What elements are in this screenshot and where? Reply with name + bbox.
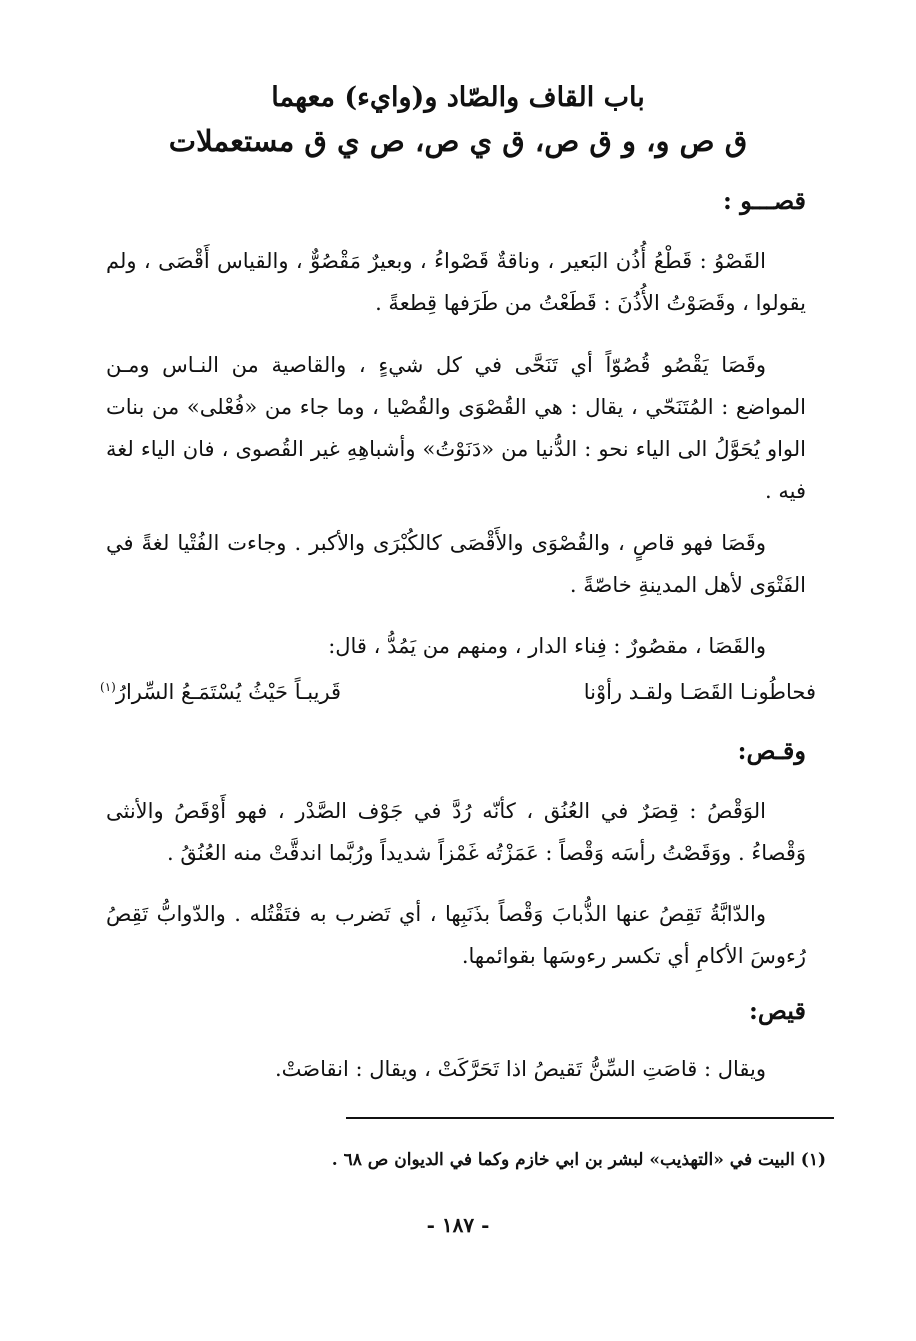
chapter-subtitle: ق ص و، و ق ص، ق ي ص، ص ي ق مستعملات <box>168 124 748 158</box>
section-heading-wqs: وقـص: <box>737 736 806 765</box>
verse-hemistich-second: قَريبـاً حَيْثُ يُسْتَمَـعُ السِّرارُ$^{(١)}$ <box>100 680 342 704</box>
chapter-title: باب القاف والصّاد و(وايء) معهما <box>271 82 645 113</box>
paragraph: والقَصَا ، مقصُورٌ : فِناء الدار ، ومنهم من يَمُدُّ ، قال: <box>328 634 766 658</box>
verse-hemistich-first: فحاطُونـا القَصَـا ولقـد رأوْنا <box>583 680 816 704</box>
paragraph: وقَصَا فهو قاصٍ ، والقُصْوَى والأَقْصَى كالكُبْرَى والأكبر . وجاءت الفُتْيا لغةً في الفَتْوَى لأهل المدينةِ خاصّةً . <box>106 531 806 597</box>
footnote-reference: (١) <box>100 680 116 694</box>
poetry-verse <box>100 680 816 724</box>
paragraph: والدّابَّةُ تَقِصُ عنها الذُّبابَ وَقْصاً بذَنَبِها ، أي تَضرب به فتَقْتُله . والدّوابُّ تَقِصُ رُءوسَ الأكامِ أي تكسر رءوسَها بقوائمها. <box>106 902 806 968</box>
paragraph: الوَقْصُ : قِصَرٌ في العُنُق ، كأنّه رُدَّ في جَوْف الصَّدْر ، فهو أَوْقَصُ والأنثى وَقْصاءُ . ووَقَصْتُ رأسَه وَقْصاً : عَمَزْتُه غَمْزاً شديداً ورُبَّما اندقَّتْ منه العُنُقُ . <box>106 799 806 865</box>
paragraph: القَصْوُ : قَطْعُ أُذُن البَعير ، وناقةٌ قَصْواءُ ، وبعيرٌ مَقْصُوٌّ ، والقياس أَقْصَى ، ولم يقولوا ، وقَصَوْتُ الأُذُنَ : قَطَعْتُ من طَرَفها قِطعةً . <box>106 249 806 315</box>
paragraph: ويقال : قاصَتِ السِّنُّ تَقيصُ اذا تَحَرَّكَتْ ، ويقال : انقاصَتْ. <box>274 1057 766 1081</box>
section-heading-qsw: قصـــو : <box>723 186 806 215</box>
section-heading-qys: قيص: <box>749 996 806 1025</box>
page-number: - ١٨٧ - <box>426 1213 490 1237</box>
footnote: (١) البيت في «التهذيب» لبشر بن ابي خازم وكما في الديوان ص ٦٨ . <box>331 1150 826 1170</box>
footnote-divider <box>346 1117 834 1119</box>
paragraph: وقَصَا يَقْصُو قُصُوّاً أي تَنَحَّى في كل شيءٍ ، والقاصية من النـاس ومـن المواضع : المُتَنَحّي ، يقال : هي القُصْوَى والقُصْيا ، وما جاء من «فُعْلى» من بنات الواو يُحَوَّلُ الى الياء نحو : الدُّنيا من «دَنَوْتُ» وأشباهِهِ غير القُصوى ، فان الياء لغة فيه . <box>106 353 806 503</box>
